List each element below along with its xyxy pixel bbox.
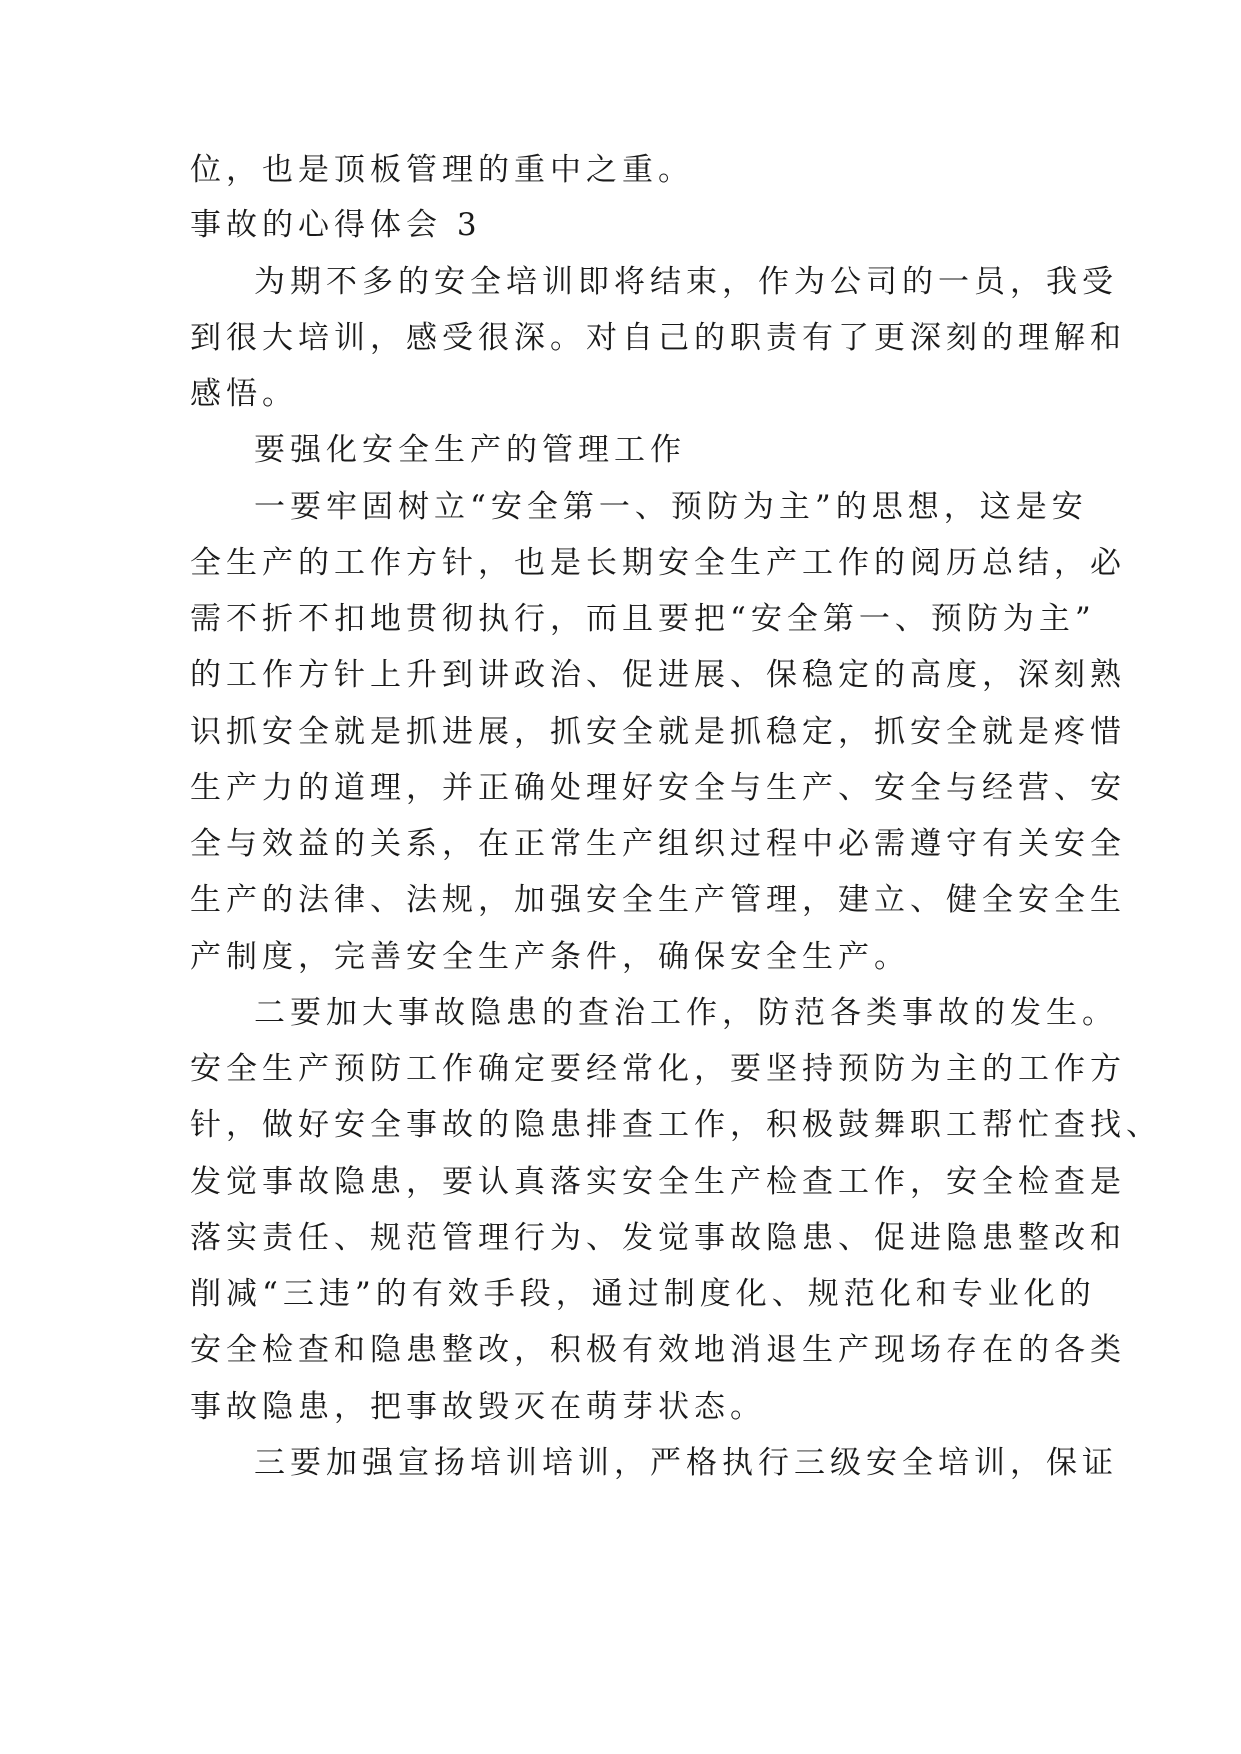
subheading: 要强化安全生产的管理工作 bbox=[254, 432, 686, 468]
text-line: 识抓安全就是抓进展，抓安全就是抓稳定，抓安全就是疼惜 bbox=[190, 714, 1126, 750]
text-line: 削减“三违”的有效手段，通过制度化、规范化和专业化的 bbox=[190, 1276, 1096, 1312]
text-line: 感悟。 bbox=[190, 376, 298, 412]
text-line: 生产力的道理，并正确处理好安全与生产、安全与经营、安 bbox=[190, 770, 1126, 806]
text-line: 生产的法律、法规，加强安全生产管理，建立、健全安全生 bbox=[190, 882, 1126, 918]
text-line: 全与效益的关系，在正常生产组织过程中必需遵守有关安全 bbox=[190, 826, 1126, 862]
text-line: 到很大培训，感受很深。对自己的职责有了更深刻的理解和 bbox=[190, 320, 1126, 356]
text-line: 发觉事故隐患，要认真落实安全生产检查工作，安全检查是 bbox=[190, 1164, 1126, 1200]
text-line: 安全检查和隐患整改，积极有效地消退生产现场存在的各类 bbox=[190, 1332, 1126, 1368]
text-line: 针，做好安全事故的隐患排查工作，积极鼓舞职工帮忙查找、 bbox=[190, 1107, 1162, 1143]
text-line: 一要牢固树立“安全第一、预防为主”的思想，这是安 bbox=[254, 489, 1088, 525]
text-line: 为期不多的安全培训即将结束，作为公司的一员，我受 bbox=[254, 264, 1118, 300]
text-line: 事故隐患，把事故毁灭在萌芽状态。 bbox=[190, 1389, 766, 1425]
text-line: 的工作方针上升到讲政治、促进展、保稳定的高度，深刻熟 bbox=[190, 657, 1126, 693]
text-line: 落实责任、规范管理行为、发觉事故隐患、促进隐患整改和 bbox=[190, 1220, 1126, 1256]
text-line: 产制度，完善安全生产条件，确保安全生产。 bbox=[190, 939, 910, 975]
text-line: 全生产的工作方针，也是长期安全生产工作的阅历总结，必 bbox=[190, 545, 1126, 581]
text-line: 二要加大事故隐患的查治工作，防范各类事故的发生。 bbox=[254, 995, 1118, 1031]
text-line: 位，也是顶板管理的重中之重。 bbox=[190, 152, 694, 188]
text-line: 需不折不扣地贯彻执行，而且要把“安全第一、预防为主” bbox=[190, 601, 1096, 637]
text-line: 安全生产预防工作确定要经常化，要坚持预防为主的工作方 bbox=[190, 1051, 1126, 1087]
section-heading: 事故的心得体会 3 bbox=[190, 207, 482, 243]
text-line: 三要加强宣扬培训培训，严格执行三级安全培训，保证 bbox=[254, 1445, 1118, 1481]
